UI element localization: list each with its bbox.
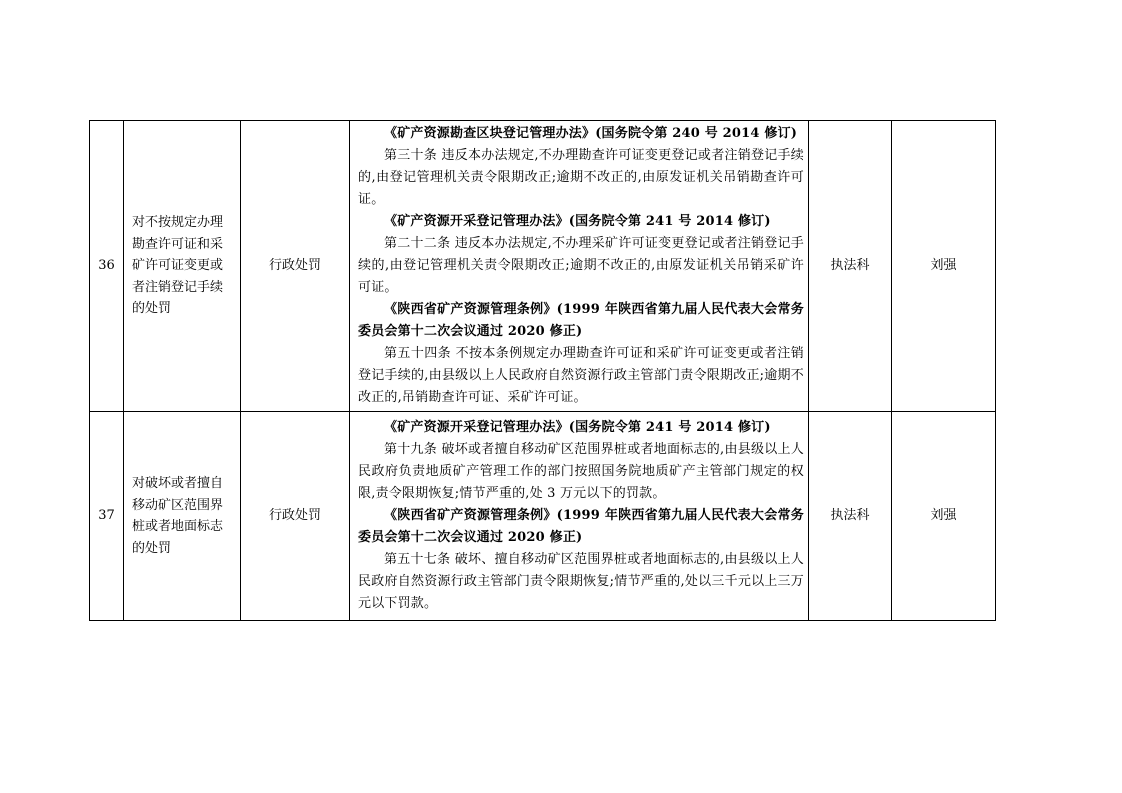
responsible-department: 执法科 <box>809 412 892 621</box>
law-article: 第五十七条 破坏、擅自移动矿区范围界桩或者地面标志的,由县级以上人民政府自然资源行政主管部门责令限期恢复;情节严重的,处以三千元以上三万元以下罚款。 <box>358 552 804 611</box>
law-article: 第十九条 破坏或者擅自移动矿区范围界桩或者地面标志的,由县级以上人民政府负责地质矿产管理工作的部门按照国务院地质矿产主管部门规定的权限,责令限期恢复;情节严重的,处 3 万元以下的罚款。 <box>358 442 804 501</box>
responsible-person: 刘强 <box>892 412 996 621</box>
law-article: 第二十二条 违反本办法规定,不办理采矿许可证变更登记或者注销登记手续的,由登记管理机关责令限期改正;逾期不改正的,由原发证机关吊销采矿许可证。 <box>358 236 804 295</box>
row-number: 36 <box>90 121 124 412</box>
legal-basis <box>350 121 809 412</box>
law-article: 第五十四条 不按本条例规定办理勘查许可证和采矿许可证变更或者注销登记手续的,由县级以上人民政府自然资源行政主管部门责令限期改正;逾期不改正的,吊销勘查许可证、采矿许可证。 <box>358 346 804 405</box>
item-name: 对不按规定办理勘查许可证和采矿许可证变更或者注销登记手续的处罚 <box>124 121 241 412</box>
table-row <box>90 121 996 412</box>
law-title: 《陕西省矿产资源管理条例》(1999 年陕西省第九届人民代表大会常务委员会第十二次会议通过 2020 修正) <box>358 302 804 339</box>
law-title: 《矿产资源开采登记管理办法》(国务院令第 241 号 2014 修订) <box>384 420 771 435</box>
item-type: 行政处罚 <box>241 412 350 621</box>
legal-basis <box>350 412 809 621</box>
responsible-department: 执法科 <box>809 121 892 412</box>
responsible-person: 刘强 <box>892 121 996 412</box>
law-title: 《陕西省矿产资源管理条例》(1999 年陕西省第九届人民代表大会常务委员会第十二次会议通过 2020 修正) <box>358 508 804 545</box>
law-article: 第三十条 违反本办法规定,不办理勘查许可证变更登记或者注销登记手续的,由登记管理机关责令限期改正;逾期不改正的,由原发证机关吊销勘查许可证。 <box>358 148 804 207</box>
table-row <box>90 412 996 621</box>
enforcement-table <box>89 120 996 621</box>
item-name: 对破坏或者擅自移动矿区范围界桩或者地面标志的处罚 <box>124 412 241 621</box>
row-number: 37 <box>90 412 124 621</box>
law-title: 《矿产资源开采登记管理办法》(国务院令第 241 号 2014 修订) <box>384 214 771 229</box>
item-type: 行政处罚 <box>241 121 350 412</box>
law-title: 《矿产资源勘查区块登记管理办法》(国务院令第 240 号 2014 修订) <box>384 126 798 141</box>
